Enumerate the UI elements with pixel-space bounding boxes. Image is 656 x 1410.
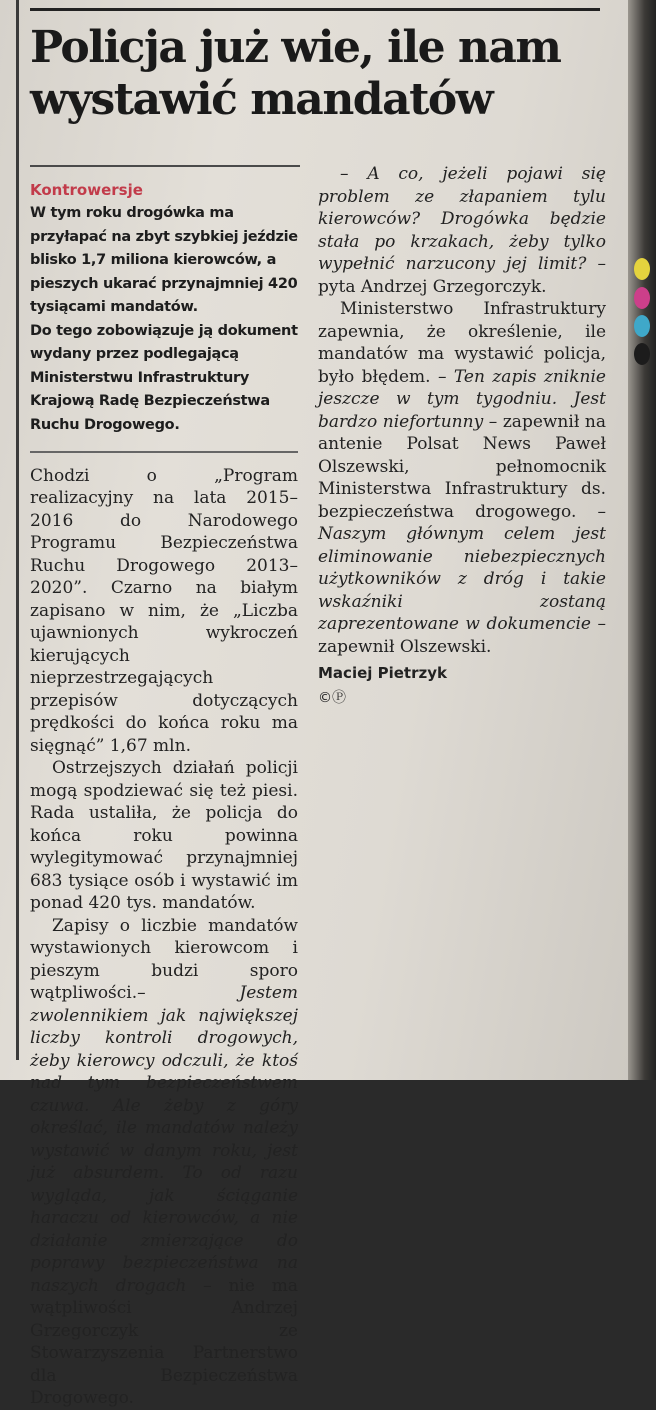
quote-grzegorczyk-2: – A co, jeżeli pojawi się problem ze złapaniem tylu kierowców? Drogówka będzie stała po krzakach, żeby tylko wypełnić narzucony jej limit? (318, 164, 606, 274)
registration-dot-cyan (634, 315, 650, 337)
right-column (318, 163, 606, 709)
body-paragraph-5 (318, 298, 606, 658)
left-column (30, 180, 298, 1410)
body-paragraph-1: Chodzi o „Program realizacyjny na lata 2015–2016 do Narodowego Programu Bezpieczeństwa Ruchu Drogowego 2013–2020”. Czarno na białym zapisano w nim, że „Liczba ujawnionych wykroczeń kierujących nieprzestrzegających przepisów dotyczących prędkości do końca roku ma sięgnąć” 1,67 mln. (30, 465, 298, 756)
page-edge (628, 0, 656, 1080)
lead-paragraph-2: Do tego zobowiązuje ją dokument wydany przez podlegającą Ministerstwu Infrastruktury Krajową Radę Bezpieczeństwa Ruchu Drogowego. (30, 322, 298, 433)
headline-divider (30, 165, 300, 167)
attribution-olszewski-1: – zapewnił na antenie Polsat News Paweł Olszewski, pełnomocnik Ministerstwa Infrastruktury ds. bezpieczeństwa drogowego. (318, 411, 606, 522)
headline: Policja już wie, ile nam wystawić mandatów (30, 22, 561, 125)
byline: Maciej Pietrzyk (318, 664, 447, 682)
left-column-rule (16, 0, 19, 1060)
attribution-grzegorczyk-1: – nie ma wątpliwości Andrzej Grzegorczyk ze Stowarzyszenia Partnerstwo dla Bezpieczeństwa Drogowego. (30, 1275, 298, 1408)
registration-dot-yellow (634, 258, 650, 280)
body-paragraph-3 (30, 915, 298, 1410)
quote-grzegorczyk-1: – Jestem zwolennikiem jak największej liczby kontroli drogowych, żeby kierowcy odczuli, że ktoś nad tym bezpieczeństwem czuwa. Ale żeby z góry określać, ile mandatów należy wystawić w danym roku, jest już absurdem. To od razu wygląda, jak ściąganie haraczu od kierowców, a nie działanie zmierzające do poprawy bezpieczeństwa na naszych drogach (30, 983, 298, 1296)
body-paragraph-2: Ostrzejszych działań policji mogą spodziewać się też piesi. Rada ustaliła, że policja do końca roku powinna wylegitymować przynajmniej 683 tysiące osób i wystawić im ponad 420 tys. mandatów. (30, 758, 298, 913)
top-rule (30, 8, 600, 11)
registration-dot-black (634, 343, 650, 365)
body-paragraph-4 (318, 163, 606, 298)
quote-olszewski-2: – Naszym głównym celem jest eliminowanie niebezpiecznych użytkowników z dróg i takie wskaźniki zostaną zaprezentowane w dokumencie (318, 501, 607, 634)
registration-dot-magenta (634, 287, 650, 309)
attribution-olszewski-2: – zapewnił Olszewski. (318, 614, 606, 657)
copyright-mark: ©Ⓟ (318, 689, 346, 706)
body-paragraph-5-text: Ministerstwo Infrastruktury zapewnia, że określenie, ile mandatów ma wystawić policja, było błędem. (318, 299, 606, 387)
lead-paragraph-1: W tym roku drogówka ma przyłapać na zbyt szybkiej jeździe blisko 1,7 miliona kierowców, a pieszych ukarać przynajmniej 420 tysiącami mandatów. (30, 205, 298, 315)
lead-divider (30, 451, 298, 453)
kicker: Kontrowersje (30, 181, 143, 199)
quote-olszewski-1: – Ten zapis zniknie jeszcze w tym tygodniu. Jest bardzo niefortunny (318, 366, 606, 432)
body-paragraph-3-text: Zapisy o liczbie mandatów wystawionych kierowcom i pieszym budzi sporo wątpliwości. (30, 915, 298, 1003)
attribution-grzegorczyk-2: – pyta Andrzej Grzegorczyk. (318, 254, 607, 297)
